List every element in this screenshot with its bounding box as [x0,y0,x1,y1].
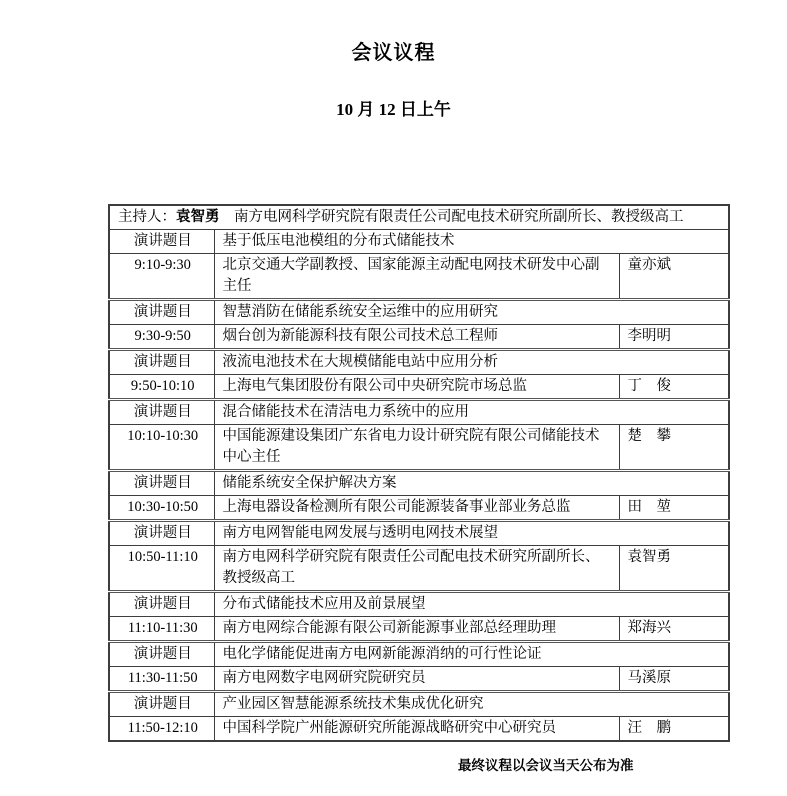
topic-label: 演讲题目 [109,350,214,375]
session-speaker-row [109,617,729,642]
session-time: 11:30-11:50 [109,667,214,692]
session-topic-row [109,300,729,325]
topic-label: 演讲题目 [109,642,214,667]
speaker-title: 上海电气集团股份有限公司中央研究院市场总监 [214,375,619,400]
topic-label: 演讲题目 [109,471,214,496]
session-speaker-row [109,496,729,521]
speaker-title: 南方电网数字电网研究院研究员 [214,667,619,692]
topic-text: 分布式储能技术应用及前景展望 [214,592,729,617]
session-time: 10:10-10:30 [109,425,214,471]
topic-label: 演讲题目 [109,400,214,425]
topic-text: 混合储能技术在清洁电力系统中的应用 [214,400,729,425]
speaker-name: 田 堃 [619,496,729,521]
topic-label: 演讲题目 [109,300,214,325]
topic-text: 液流电池技术在大规模储能电站中应用分析 [214,350,729,375]
topic-label: 演讲题目 [109,230,214,254]
session-speaker-row [109,375,729,400]
session-topic-row [109,471,729,496]
session-speaker-row [109,546,729,592]
host-description: 南方电网科学研究院有限责任公司配电技术研究所副所长、教授级高工 [219,209,684,225]
host-name: 袁智勇 [176,209,220,225]
session-time: 10:50-11:10 [109,546,214,592]
session-speaker-row [109,325,729,350]
session-time: 9:10-9:30 [109,254,214,300]
host-row-group [109,205,729,230]
session-speaker-row [109,667,729,692]
agenda-table [108,204,730,742]
topic-label: 演讲题目 [109,521,214,546]
session-time: 9:30-9:50 [109,325,214,350]
topic-label: 演讲题目 [109,592,214,617]
page-title: 会议议程 [351,42,436,64]
topic-label: 演讲题目 [109,692,214,717]
speaker-title: 北京交通大学副教授、国家能源主动配电网技术研发中心副主任 [214,254,619,300]
speaker-name: 童亦斌 [619,254,729,300]
speaker-name: 袁智勇 [619,546,729,592]
session-speaker-row [109,254,729,300]
speaker-name: 马溪原 [619,667,729,692]
host-row [109,205,729,230]
session-time: 10:30-10:50 [109,496,214,521]
topic-text: 南方电网智能电网发展与透明电网技术展望 [214,521,729,546]
topic-text: 产业园区智慧能源系统技术集成优化研究 [214,692,729,717]
footer-note: 最终议程以会议当天公布为准 [458,758,634,773]
speaker-name: 郑海兴 [619,617,729,642]
session-topic-row [109,521,729,546]
session-topic-row [109,592,729,617]
session-topic-row [109,230,729,254]
topic-text: 电化学储能促进南方电网新能源消纳的可行性论证 [214,642,729,667]
session-time: 11:10-11:30 [109,617,214,642]
speaker-title: 上海电器设备检测所有限公司能源装备事业部业务总监 [214,496,619,521]
topic-text: 智慧消防在储能系统安全运维中的应用研究 [214,300,729,325]
session-topic-row [109,692,729,717]
session-topic-row [109,400,729,425]
session-time: 9:50-10:10 [109,375,214,400]
speaker-title: 南方电网综合能源有限公司新能源事业部总经理助理 [214,617,619,642]
speaker-title: 中国科学院广州能源研究所能源战略研究中心研究员 [214,717,619,742]
speaker-name: 丁 俊 [619,375,729,400]
session-speaker-row [109,717,729,742]
page-subtitle: 10 月 12 日上午 [336,100,451,119]
agenda-table-body [109,230,729,742]
speaker-title: 南方电网科学研究院有限责任公司配电技术研究所副所长、教授级高工 [214,546,619,592]
session-speaker-row [109,425,729,471]
speaker-name: 楚 攀 [619,425,729,471]
session-topic-row [109,350,729,375]
topic-text: 储能系统安全保护解决方案 [214,471,729,496]
topic-text: 基于低压电池模组的分布式储能技术 [214,230,729,254]
speaker-name: 李明明 [619,325,729,350]
speaker-name: 汪 鹏 [619,717,729,742]
speaker-title: 中国能源建设集团广东省电力设计研究院有限公司储能技术中心主任 [214,425,619,471]
host-cell [109,205,729,230]
session-topic-row [109,642,729,667]
session-time: 11:50-12:10 [109,717,214,742]
host-label: 主持人： [118,209,176,225]
speaker-title: 烟台创为新能源科技有限公司技术总工程师 [214,325,619,350]
